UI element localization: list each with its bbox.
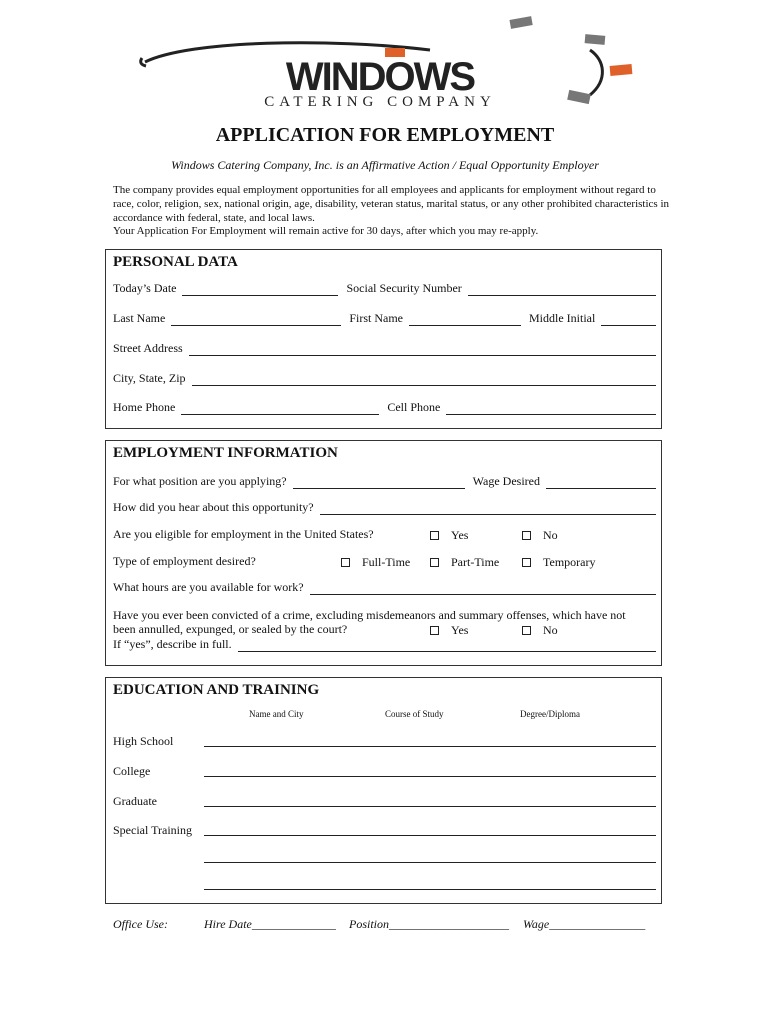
describe-label: If “yes”, describe in full.: [113, 637, 232, 651]
logo-square-gray: [509, 16, 532, 29]
row-phones: [113, 399, 656, 415]
option-label: Full-Time: [362, 555, 411, 569]
row-hours: [113, 579, 656, 595]
wage-field[interactable]: [546, 476, 656, 489]
wage-label: Wage Desired: [472, 474, 540, 488]
home-phone-field[interactable]: [181, 402, 379, 415]
education-section: [105, 677, 662, 904]
graduate-label: Graduate: [113, 794, 157, 808]
office-use-label: Office Use:: [113, 917, 168, 931]
row-hear: [113, 499, 656, 515]
eligible-no-option[interactable]: [522, 528, 558, 543]
checkbox[interactable]: [522, 626, 531, 635]
todays-date-label: Today’s Date: [113, 281, 177, 295]
row-city: [113, 370, 656, 386]
row-street: [113, 340, 656, 356]
street-label: Street Address: [113, 341, 183, 355]
special-training-field-2[interactable]: [204, 862, 656, 863]
first-name-label: First Name: [349, 311, 403, 325]
type-label: Type of employment desired?: [113, 554, 256, 568]
todays-date-field[interactable]: [182, 283, 338, 296]
college-label: College: [113, 764, 151, 778]
option-label: Part-Time: [451, 555, 500, 569]
last-name-label: Last Name: [113, 311, 166, 325]
city-field[interactable]: [192, 373, 656, 386]
checkbox[interactable]: [522, 531, 531, 540]
intro-text: The company provides equal employment opportunities for all employees and applicants for employment without regard to race, color, religion, sex, national origin, age, disability, veteran status, marital status, or any other prohibited characteristics in accordance with federal, state, and local laws.: [113, 184, 670, 224]
middle-initial-label: Middle Initial: [528, 311, 596, 325]
row-describe: [113, 636, 656, 652]
page-title: APPLICATION FOR EMPLOYMENT: [215, 124, 555, 146]
ssn-field[interactable]: [468, 283, 656, 296]
part-time-option[interactable]: [430, 555, 499, 570]
home-phone-label: Home Phone: [113, 400, 176, 414]
graduate-field[interactable]: [204, 806, 656, 807]
checkbox[interactable]: [341, 558, 350, 567]
row-position-wage: [113, 473, 656, 489]
option-label: No: [543, 528, 558, 542]
checkbox[interactable]: [430, 558, 439, 567]
section-heading: EMPLOYMENT INFORMATION: [113, 445, 338, 461]
checkbox[interactable]: [430, 626, 439, 635]
logo-graphic: [130, 10, 650, 110]
section-heading: EDUCATION AND TRAINING: [113, 682, 320, 698]
section-heading: PERSONAL DATA: [113, 254, 238, 270]
intro-paragraph: [113, 184, 673, 239]
column-header-course: Course of Study: [385, 709, 444, 719]
cell-phone-field[interactable]: [446, 402, 656, 415]
logo-square-gray: [567, 90, 591, 104]
eligible-yes-option[interactable]: [430, 528, 468, 543]
checkbox[interactable]: [522, 558, 531, 567]
hours-field[interactable]: [310, 582, 656, 595]
hours-label: What hours are you available for work?: [113, 580, 304, 594]
describe-field[interactable]: [238, 639, 656, 652]
special-training-field[interactable]: [204, 835, 656, 836]
office-wage-field[interactable]: Wage________________: [523, 917, 646, 931]
logo-square-orange: [610, 64, 633, 76]
eligible-label: Are you eligible for employment in the United States?: [113, 527, 374, 541]
crime-question-line2: been annulled, expunged, or sealed by the court?: [113, 622, 348, 636]
logo-square-gray: [585, 34, 606, 45]
row-name: [113, 310, 656, 326]
middle-initial-field[interactable]: [601, 313, 656, 326]
hear-label: How did you hear about this opportunity?: [113, 500, 314, 514]
row-date-ssn: [113, 280, 656, 296]
ssn-label: Social Security Number: [346, 281, 462, 295]
option-label: Yes: [451, 623, 469, 637]
position-label: For what position are you applying?: [113, 474, 287, 488]
college-field[interactable]: [204, 776, 656, 777]
high-school-field[interactable]: [204, 746, 656, 747]
last-name-field[interactable]: [171, 313, 341, 326]
street-field[interactable]: [189, 343, 656, 356]
logo-tagline: CATERING COMPANY: [264, 94, 496, 110]
cell-phone-label: Cell Phone: [387, 400, 441, 414]
city-label: City, State, Zip: [113, 371, 186, 385]
column-header-degree: Degree/Diploma: [520, 709, 580, 719]
company-logo: [130, 10, 650, 110]
personal-data-section: [105, 249, 662, 429]
first-name-field[interactable]: [409, 313, 521, 326]
employment-section: [105, 440, 662, 666]
logo-wordmark: WINDOWS: [285, 55, 475, 99]
hear-field[interactable]: [320, 502, 656, 515]
special-training-field-3[interactable]: [204, 889, 656, 890]
option-label: No: [543, 623, 558, 637]
column-header-name: Name and City: [249, 709, 304, 719]
option-label: Temporary: [543, 555, 596, 569]
high-school-label: High School: [113, 734, 174, 748]
option-label: Yes: [451, 528, 469, 542]
page-subtitle: Windows Catering Company, Inc. is an Affirmative Action / Equal Opportunity Employer: [171, 158, 599, 172]
intro-text-validity: Your Application For Employment will remain active for 30 days, after which you may re-apply.: [113, 225, 539, 238]
office-position-field[interactable]: Position____________________: [349, 917, 510, 931]
crime-question-line1: Have you ever been convicted of a crime, excluding misdemeanors and summary offenses, which have not: [113, 608, 626, 622]
temporary-option[interactable]: [522, 555, 595, 570]
position-field[interactable]: [293, 476, 465, 489]
checkbox[interactable]: [430, 531, 439, 540]
full-time-option[interactable]: [341, 555, 410, 570]
office-hire-date-field[interactable]: Hire Date______________: [204, 917, 336, 931]
special-training-label: Special Training: [113, 823, 193, 837]
